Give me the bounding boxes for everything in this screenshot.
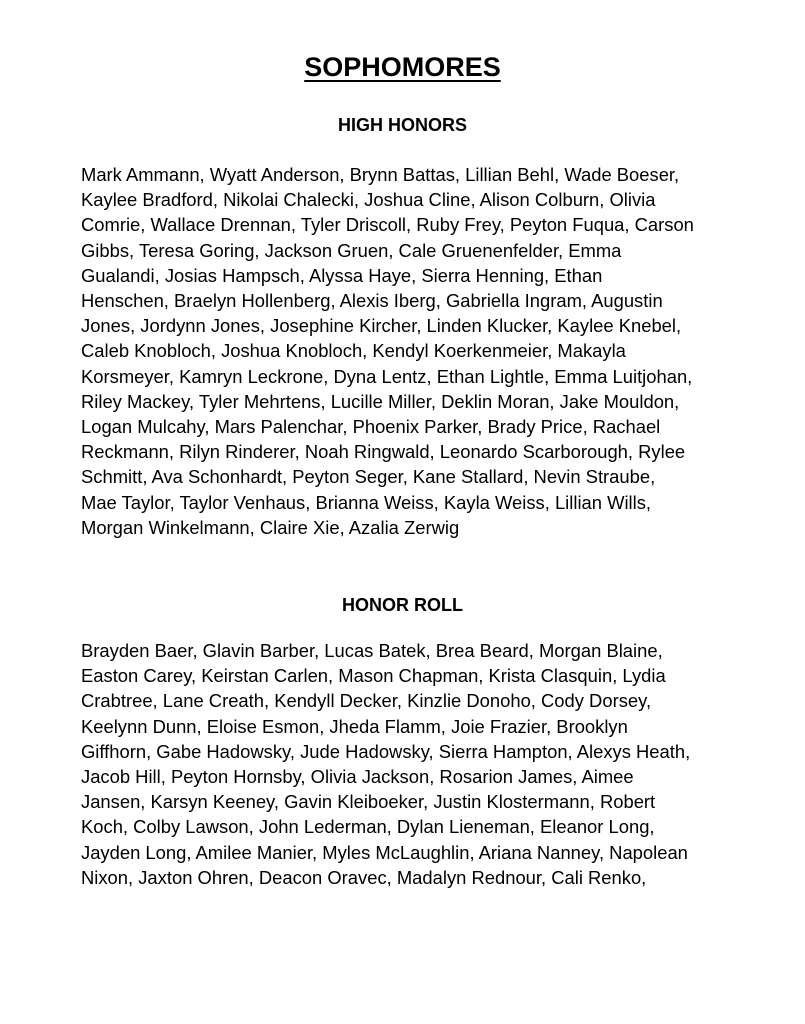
name-line: Nixon, Jaxton Ohren, Deacon Oravec, Madalyn Rednour, Cali Renko,	[81, 866, 647, 888]
name-line: Easton Carey, Keirstan Carlen, Mason Chapman, Krista Clasquin, Lydia	[81, 665, 666, 687]
honor-roll-name-list	[81, 638, 731, 890]
name-line: Korsmeyer, Kamryn Leckrone, Dyna Lentz, Ethan Lightle, Emma Luitjohan,	[81, 365, 693, 387]
name-line: Jayden Long, Amilee Manier, Myles McLaughlin, Ariana Nanney, Napolean	[81, 841, 688, 863]
name-line: Comrie, Wallace Drennan, Tyler Driscoll, Ruby Frey, Peyton Fuqua, Carson	[81, 214, 694, 236]
name-line: Riley Mackey, Tyler Mehrtens, Lucille Miller, Deklin Moran, Jake Mouldon,	[81, 390, 680, 412]
name-line: Gualandi, Josias Hampsch, Alyssa Haye, Sierra Henning, Ethan	[81, 264, 603, 286]
name-line: Henschen, Braelyn Hollenberg, Alexis Iberg, Gabriella Ingram, Augustin	[81, 290, 663, 312]
name-line: Caleb Knobloch, Joshua Knobloch, Kendyl Koerkenmeier, Makayla	[81, 340, 626, 362]
section-heading-high-honors: HIGH HONORS	[337, 115, 467, 135]
name-line: Jones, Jordynn Jones, Josephine Kircher, Linden Klucker, Kaylee Knebel,	[81, 315, 682, 337]
name-line: Jansen, Karsyn Keeney, Gavin Kleiboeker, Justin Klostermann, Robert	[81, 791, 656, 813]
name-line: Kaylee Bradford, Nikolai Chalecki, Joshua Cline, Alison Colburn, Olivia	[81, 189, 656, 211]
name-line: Logan Mulcahy, Mars Palenchar, Phoenix Parker, Brady Price, Rachael	[81, 416, 661, 438]
name-line: Brayden Baer, Glavin Barber, Lucas Batek, Brea Beard, Morgan Blaine,	[81, 640, 663, 661]
name-line: Schmitt, Ava Schonhardt, Peyton Seger, Kane Stallard, Nevin Straube,	[81, 466, 656, 488]
name-line: Reckmann, Rilyn Rinderer, Noah Ringwald, Leonardo Scarborough, Rylee	[81, 441, 686, 463]
name-line: Mark Ammann, Wyatt Anderson, Brynn Battas, Lillian Behl, Wade Boeser,	[81, 164, 680, 185]
high-honors-name-list	[81, 162, 731, 540]
name-line: Mae Taylor, Taylor Venhaus, Brianna Weiss, Kayla Weiss, Lillian Wills,	[81, 491, 652, 513]
name-line: Crabtree, Lane Creath, Kendyll Decker, Kinzlie Donoho, Cody Dorsey,	[81, 690, 652, 712]
page-title: SOPHOMORES	[304, 52, 501, 82]
name-line: Giffhorn, Gabe Hadowsky, Jude Hadowsky, Sierra Hampton, Alexys Heath,	[81, 740, 691, 762]
name-line: Jacob Hill, Peyton Hornsby, Olivia Jackson, Rosarion James, Aimee	[81, 766, 634, 788]
section-heading-honor-roll: HONOR ROLL	[342, 595, 463, 615]
name-line: Gibbs, Teresa Goring, Jackson Gruen, Cale Gruenenfelder, Emma	[81, 239, 622, 261]
name-line: Keelynn Dunn, Eloise Esmon, Jheda Flamm, Joie Frazier, Brooklyn	[81, 715, 628, 737]
name-line: Morgan Winkelmann, Claire Xie, Azalia Zerwig	[81, 516, 460, 538]
name-line: Koch, Colby Lawson, John Lederman, Dylan Lieneman, Eleanor Long,	[81, 816, 655, 838]
